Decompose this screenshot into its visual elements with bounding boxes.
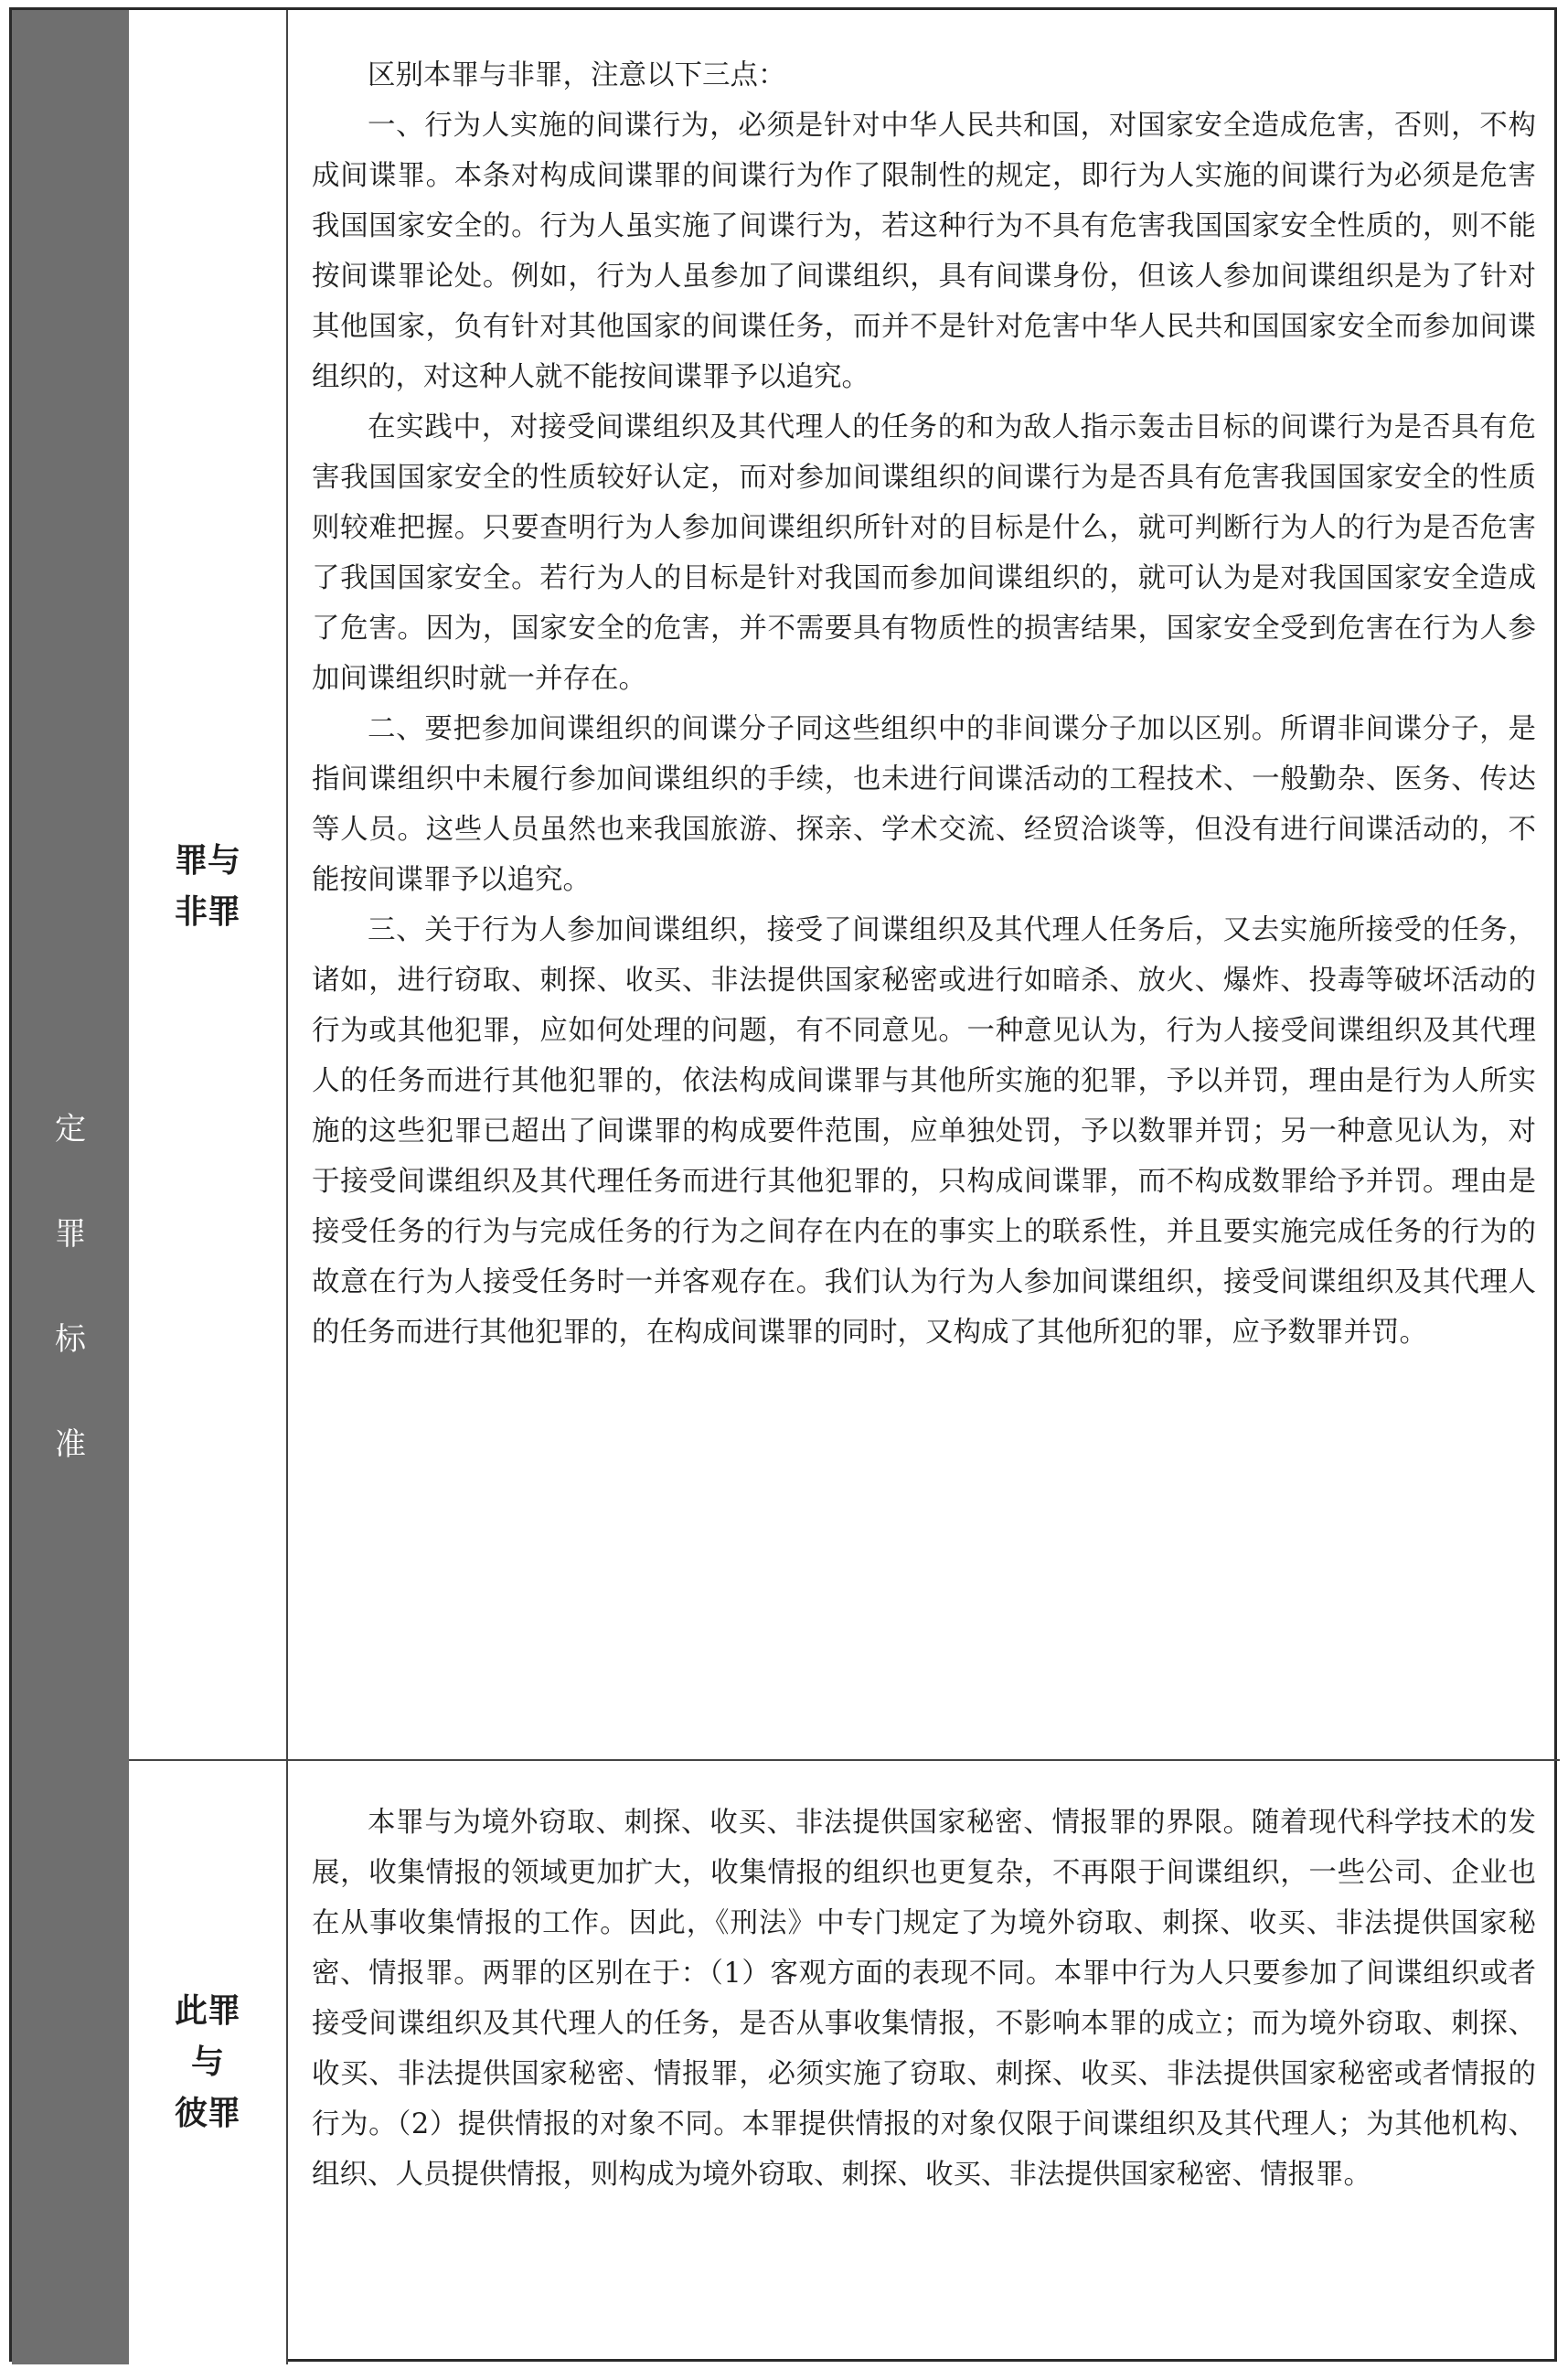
paragraph: 二、要把参加间谍组织的间谍分子同这些组织中的非间谍分子加以区别。所谓非间谍分子，是指间谍组织中未履行参加间谍组织的手续，也未进行间谍活动的工程技术、一般勤杂、医务、传达等人员。这些人员虽然也来我国旅游、探亲、学术交流、经贸洽谈等，但没有进行间谍活动的，不能按间谍罪予以追究。 <box>312 713 1536 896</box>
row-content-crime-vs-noncrime <box>288 10 1560 1761</box>
paragraph: 一、行为人实施的间谍行为，必须是针对中华人民共和国，对国家安全造成危害，否则，不构成间谍罪。本条对构成间谍罪的间谍行为作了限制性的规定，即行为人实施的间谍行为必须是危害我国国家安全的。行为人虽实施了间谍行为，若这种行为不具有危害我国国家安全性质的，则不能按间谍罪论处。例如，行为人虽参加了间谍组织，具有间谍身份，但该人参加间谍组织是为了针对其他国家，负有针对其他国家的间谍任务，而并不是针对危害中华人民共和国国家安全而参加间谍组织的，对这种人就不能按间谍罪予以追究。 <box>312 110 1536 393</box>
criteria-table <box>9 7 1557 2362</box>
row-label-line: 与 <box>190 2044 224 2081</box>
category-char: 标 <box>55 1320 86 1358</box>
row-label-crime-vs-noncrime <box>129 10 288 1761</box>
category-cell <box>12 10 129 2364</box>
paragraph: 在实践中，对接受间谍组织及其代理人的任务的和为敌人指示轰击目标的间谍行为是否具有危害我国国家安全的性质较好认定，而对参加间谍组织的间谍行为是否具有危害我国国家安全的性质则较难把握。只要查明行为人参加间谍组织所针对的目标是什么，就可判断行为人的行为是否危害了我国国家安全。若行为人的目标是针对我国而参加间谍组织的，就可认为是对我国国家安全造成了危害。因为，国家安全的危害，并不需要具有物质性的损害结果，国家安全受到危害在行为人参加间谍组织时就一并存在。 <box>312 411 1536 695</box>
row-label-line: 彼罪 <box>174 2095 240 2132</box>
category-char: 罪 <box>55 1215 86 1253</box>
row-label-line: 此罪 <box>174 1992 240 2030</box>
paragraph: 区别本罪与非罪，注意以下三点： <box>368 59 786 91</box>
category-char: 定 <box>55 1110 86 1147</box>
row-label-line: 罪与 <box>174 841 240 880</box>
paragraph: 本罪与为境外窃取、刺探、收买、非法提供国家秘密、情报罪的界限。随着现代科学技术的发展，收集情报的领域更加扩大，收集情报的组织也更复杂，不再限于间谍组织，一些公司、企业也在从事收集情报的工作。因此，《刑法》中专门规定了为境外窃取、刺探、收买、非法提供国家秘密、情报罪。两罪的区别在于：（1）客观方面的表现不同。本罪中行为人只要参加了间谍组织或者接受间谍组织及其代理人的任务，是否从事收集情报，不影响本罪的成立；而为境外窃取、刺探、收买、非法提供国家秘密、情报罪，必须实施了窃取、刺探、收买、非法提供国家秘密或者情报的行为。（2）提供情报的对象不同。本罪提供情报的对象仅限于间谍组织及其代理人；为其他机构、组织、人员提供情报，则构成为境外窃取、刺探、收买、非法提供国家秘密、情报罪。 <box>312 1807 1536 2191</box>
category-char: 准 <box>55 1425 86 1463</box>
paragraph: 三、关于行为人参加间谍组织，接受了间谍组织及其代理人任务后，又去实施所接受的任务，诸如，进行窃取、刺探、收买、非法提供国家秘密或进行如暗杀、放火、爆炸、投毒等破坏活动的行为或其他犯罪，应如何处理的问题，有不同意见。一种意见认为，行为人接受间谍组织及其代理人的任务而进行其他犯罪的，依法构成间谍罪与其他所实施的犯罪，予以并罚，理由是行为人所实施的这些犯罪已超出了间谍罪的构成要件范围，应单独处罚，予以数罪并罚；另一种意见认为，对于接受间谍组织及其代理任务而进行其他犯罪的，只构成间谍罪，而不构成数罪给予并罚。理由是接受任务的行为与完成任务的行为之间存在内在的事实上的联系性，并且要实施完成任务的行为的故意在行为人接受任务时一并客观存在。我们认为行为人参加间谍组织，接受间谍组织及其代理人的任务而进行其他犯罪的，在构成间谍罪的同时，又构成了其他所犯的罪，应予数罪并罚。 <box>312 914 1536 1349</box>
row-content-this-vs-other-crime <box>288 1761 1560 2364</box>
row-label-line: 非罪 <box>174 892 240 931</box>
row-label-this-vs-other-crime <box>129 1761 288 2364</box>
